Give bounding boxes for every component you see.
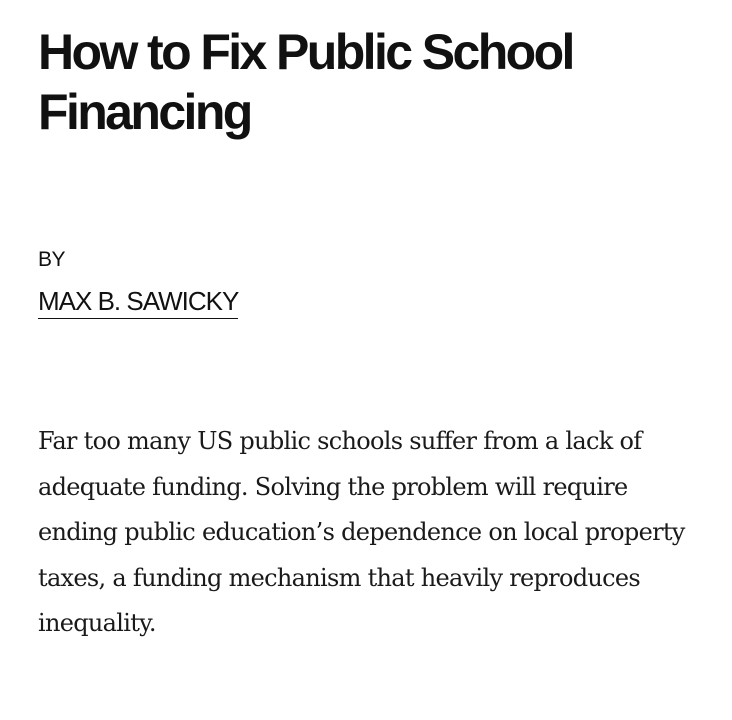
byline: [38, 247, 238, 319]
author-link[interactable]: MAX B. SAWICKY: [38, 285, 238, 319]
article-title: How to Fix Public School Financing: [38, 24, 573, 140]
article-dek: Far too many US public schools suffer from a lack of adequate funding. Solving the problem will require ending public education’s dependence on local property taxes, a funding mechanism that heavily reproduces inequality.: [38, 427, 685, 637]
byline-label: BY: [38, 248, 66, 271]
